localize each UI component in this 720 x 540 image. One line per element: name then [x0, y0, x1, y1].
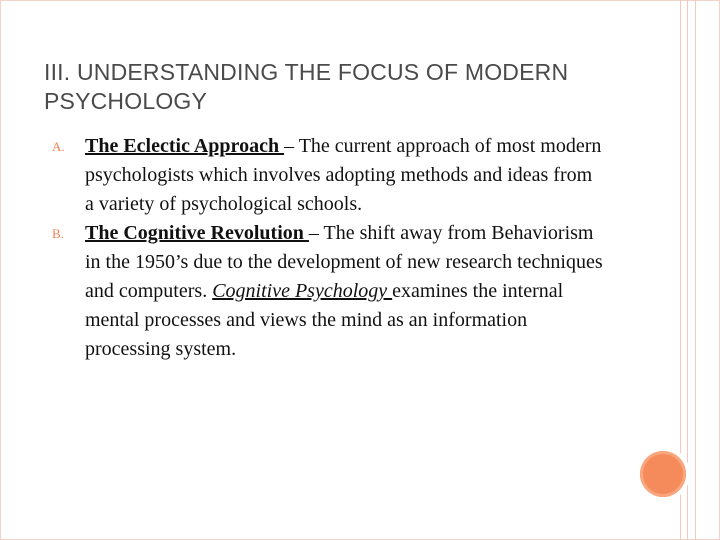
list-marker: A. [52, 139, 65, 154]
decorative-circle-icon [640, 451, 686, 497]
content-list [44, 132, 604, 364]
term-cognitive-psychology: Cognitive Psychology [212, 280, 393, 302]
list-marker: B. [52, 226, 64, 241]
list-item-cognitive-revolution [44, 219, 604, 364]
list-item-eclectic-approach [44, 132, 604, 219]
definition-cognitive-revolution: – The shift away from Behaviorism in the 1950’s due to the development of new research techniques and computers. [85, 222, 603, 302]
definition-cognitive-psychology: examines the internal mental processes and views the mind as an information processing system. [85, 280, 564, 360]
decorative-rail-line [695, 0, 696, 540]
term-cognitive-revolution: The Cognitive Revolution [85, 222, 309, 244]
slide-title: III. UNDERSTANDING THE FOCUS OF MODERN PSYCHOLOGY [44, 59, 569, 114]
definition-eclectic-approach: – The current approach of most modern psychologists which involves adopting methods and ideas from a variety of psychological schools. [85, 135, 602, 215]
decorative-rail-line [687, 0, 688, 540]
term-eclectic-approach: The Eclectic Approach [85, 135, 285, 157]
